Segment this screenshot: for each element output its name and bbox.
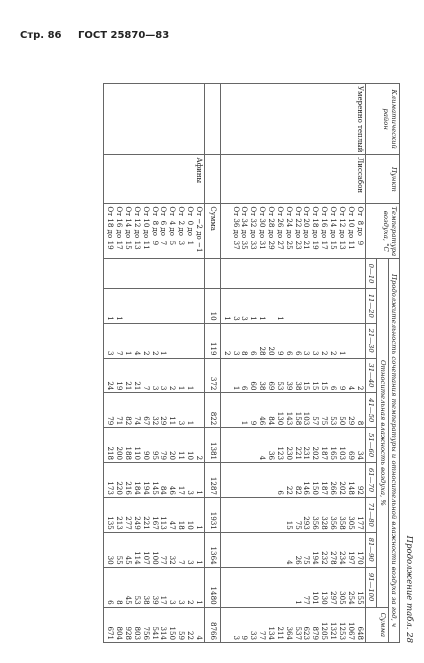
sum-value: 822 — [204, 393, 220, 428]
col-range: 71—80 — [365, 497, 376, 532]
climate-cell: Умеренно теплый — [220, 84, 365, 155]
value-cell: 8 29 50 53 75 57 103 158 143 130 84 46 9 1 — [220, 393, 365, 428]
col-range: 61—70 — [365, 463, 376, 498]
table-row — [104, 84, 204, 643]
value-cell: 34 69 103 165 187 202 231 221 230 123 36 4 — [220, 428, 365, 463]
value-cell: 1 3 7 32 77 100 107 114 45 55 30 — [104, 532, 204, 567]
col-range: 11—20 — [365, 288, 376, 323]
col-range: 0—10 — [365, 259, 376, 289]
col-point: Пункт — [365, 155, 399, 204]
sum-value: 8766 — [204, 607, 220, 642]
sum-label: Сумма — [204, 204, 220, 259]
temp-cell: От −2 до −1 От 0 до 1 От 2 до 3 От 4 до 5 От 6 до 7 От 8 до 9 От 10 до 11 От 12 до 13 От 14 до 15 От 16 до 17 От 18 до 19 — [104, 204, 204, 259]
sum-value — [204, 259, 220, 289]
value-cell: 1 2 3 3 17 39 38 53 45 8 6 — [104, 567, 204, 607]
value-cell: 155 254 305 297 130 101 77 1 — [220, 567, 365, 607]
sum-value: 1364 — [204, 532, 220, 567]
value-cell — [220, 259, 365, 289]
col-range: 21—30 — [365, 323, 376, 358]
col-sum: Сумма — [365, 607, 388, 642]
value-cell: 1 1 2 3 3 7 21 21 19 24 — [104, 358, 204, 393]
table-caption: Продолжение табл. 28 — [404, 535, 414, 643]
table-row — [220, 84, 365, 643]
sum-value: 10 — [204, 288, 220, 323]
col-range: 81—90 — [365, 532, 376, 567]
value-cell: 2 4 9 6 15 15 15 38 39 53 69 38 60 6 1 — [220, 358, 365, 393]
value-cell: 1 2 2 4 1 7 3 — [104, 323, 204, 358]
col-subgroup: Относительная влажность воздуха, % — [377, 259, 388, 607]
rotated-table-area — [20, 83, 414, 663]
data-table — [103, 83, 400, 643]
sum-row — [204, 84, 220, 643]
sum-value: 1287 — [204, 463, 220, 498]
sum-value: 119 — [204, 323, 220, 358]
value-cell: 170 197 234 278 232 194 75 26 4 — [220, 532, 365, 567]
col-range: 31—40 — [365, 358, 376, 393]
sum-value: 1381 — [204, 428, 220, 463]
value-cell — [104, 259, 204, 289]
sum-value: 1480 — [204, 567, 220, 607]
sum-cell: 4 22 59 150 314 541 756 803 928 804 671 — [104, 607, 204, 642]
sum-value: 1931 — [204, 497, 220, 532]
sum-cell: 648 1067 1253 1321 1205 879 623 537 364 211 134 77 33 9 3 — [220, 607, 365, 642]
value-cell: 92 148 202 266 187 150 146 82 22 6 — [220, 463, 365, 498]
col-climate: Климатический район — [365, 84, 399, 155]
value-cell: 1 3 17 46 84 145 194 184 216 220 173 — [104, 463, 204, 498]
value-cell: 2 10 11 20 79 95 90 110 188 200 218 — [104, 428, 204, 463]
temp-cell: От 8 до 9 От 10 до 11 От 12 до 13 От 14 до 15 От 16 до 17 От 18 до 19 От 20 до 21 От 22 до 23 От 24 до 25 От 26 до 27 От 28 до 29 От 30 до 31 От 32 до 33 От 34 до 35 От 36 до 37 — [220, 204, 365, 259]
climate-cell — [104, 84, 204, 155]
point-cell: Афины — [104, 155, 204, 204]
point-cell: Лиссабон — [220, 155, 365, 204]
value-cell: 1 1 1 3 3 1 — [220, 288, 365, 323]
col-group: Продолжительность сочетания температуры и относительной влажности воздуха за год, ч — [388, 259, 399, 643]
col-range: 91—100 — [365, 567, 376, 607]
col-temp: Температура воздуха, °С — [365, 204, 399, 259]
col-range: 51—60 — [365, 428, 376, 463]
value-cell: 1 2 2 3 3 6 6 9 20 28 6 8 3 2 — [220, 323, 365, 358]
page-number: Стр. 86 — [20, 30, 62, 41]
value-cell: 1 3 11 29 32 67 74 82 71 79 — [104, 393, 204, 428]
value-cell: 1 1 — [104, 288, 204, 323]
value-cell: 1 10 18 47 113 167 221 249 277 213 135 — [104, 497, 204, 532]
col-range: 41—50 — [365, 393, 376, 428]
standard-code: ГОСТ 25870—83 — [78, 30, 170, 41]
sum-value: 372 — [204, 358, 220, 393]
value-cell: 177 305 358 356 328 356 293 75 15 — [220, 497, 365, 532]
